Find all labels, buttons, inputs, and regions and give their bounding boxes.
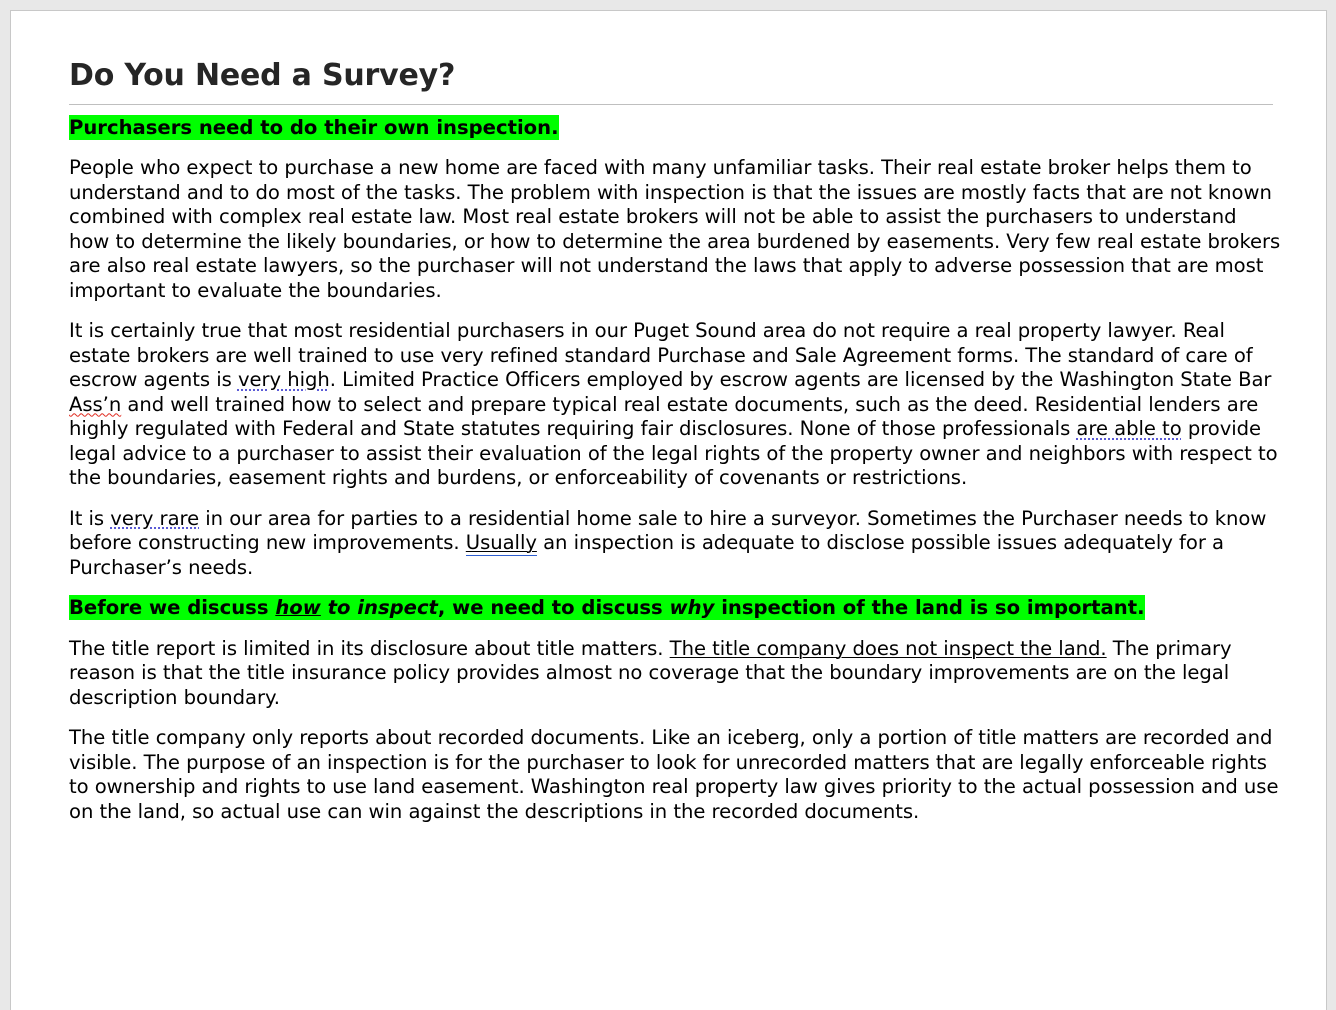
paragraph-text-segment: It is	[69, 506, 111, 530]
paragraph-recorded-documents: The title company only reports about recorded documents. Like an iceberg, only a portion of title matters are recorded and visible. The purpose of an inspection is for the purchaser to look for unrecorded matters that are legally enforceable rights to ownership and rights to use land easement. Washington real property law gives priority to the actual possession and use on the land, so actual use can win against the descriptions in the recorded documents.	[69, 726, 1279, 823]
highlighted-heading-text: Purchasers need to do their own inspection.	[69, 115, 559, 139]
page-title: Do You Need a Survey?	[69, 58, 456, 93]
document-page	[10, 10, 1327, 1010]
paragraph-text-segment: provide legal advice to a purchaser to assist their evaluation of the legal rights of the property owner and neighbors with respect to the boundaries, easement rights and burdens, or enforceability of covenants or restrictions.	[69, 417, 1278, 489]
grammar-marker-are-able-to[interactable]: are able to	[1076, 417, 1182, 440]
blue-underline-marker-usually[interactable]: Usually	[465, 531, 537, 554]
grammar-marker-very-rare[interactable]: very rare	[110, 506, 200, 530]
title-divider	[69, 104, 1273, 105]
paragraph-text-segment: . Limited Practice Officers employed by escrow agents are licensed by the Washington State Bar	[329, 368, 1272, 391]
heading-text-segment: , we need to discuss	[437, 596, 670, 619]
paragraph-text-segment: and well trained how to select and prepare typical real estate documents, such as the deed. Residential lenders are highly regulated with Federal and State statutes requiring fair disclosures. None of those professionals	[69, 392, 1259, 440]
heading-text-segment: inspection of the land is so important.	[714, 596, 1145, 619]
document-body	[11, 11, 1326, 824]
paragraph-text-segment: The title report is limited in its disclosure about title matters.	[69, 636, 670, 660]
heading-text-segment: Before we discuss	[69, 596, 276, 619]
paragraph-text-segment: an inspection is adequate to disclose possible issues adequately for a Purchaser’s needs.	[69, 531, 1224, 579]
paragraph-text-segment: in our area for parties to a residential home sale to hire a surveyor. Sometimes the Purchaser needs to know before constructing new improvements.	[69, 506, 1267, 554]
paragraph-surveyor-rarity	[69, 507, 1281, 581]
heading-emphasis-why: why	[669, 596, 715, 619]
heading-emphasis-to-inspect: to inspect	[320, 596, 438, 619]
paragraph-escrow-standards	[69, 319, 1281, 491]
grammar-marker-very-high[interactable]: very high	[237, 368, 330, 391]
paragraph-purchaser-tasks: People who expect to purchase a new home are faced with many unfamiliar tasks. Their real estate broker helps them to understand and to do most of the tasks. The problem with inspection is that the issues are mostly facts that are not known combined with complex real estate law. Most real estate brokers will not be able to assist the purchasers to understand how to determine the likely boundaries, or how to determine the area burdened by easements. Very few real estate brokers are also real estate lawyers, so the purchaser will not understand the laws that apply to adverse possession that are most important to evaluate the boundaries.	[69, 156, 1281, 302]
underlined-emphasis-no-inspection: The title company does not inspect the land.	[669, 636, 1107, 660]
spelling-marker-assn[interactable]: Ass’n	[69, 392, 122, 416]
paragraph-text-segment: It is certainly true that most residential purchasers in our Puget Sound area do not require a real property lawyer. Real estate brokers are well trained to use very refined standard Purchase and Sale Agreement forms. The standard of care of escrow agents is	[69, 319, 1253, 391]
paragraph-text-segment: The primary reason is that the title insurance policy provides almost no coverage that the boundary improvements are on the legal description boundary.	[69, 636, 1232, 709]
section-heading-inspection	[69, 116, 1281, 141]
paragraph-title-report-limits	[69, 637, 1281, 711]
section-heading-why-inspect	[69, 596, 1281, 621]
highlighted-heading-text	[69, 595, 1145, 620]
heading-emphasis-how: how	[275, 596, 321, 619]
